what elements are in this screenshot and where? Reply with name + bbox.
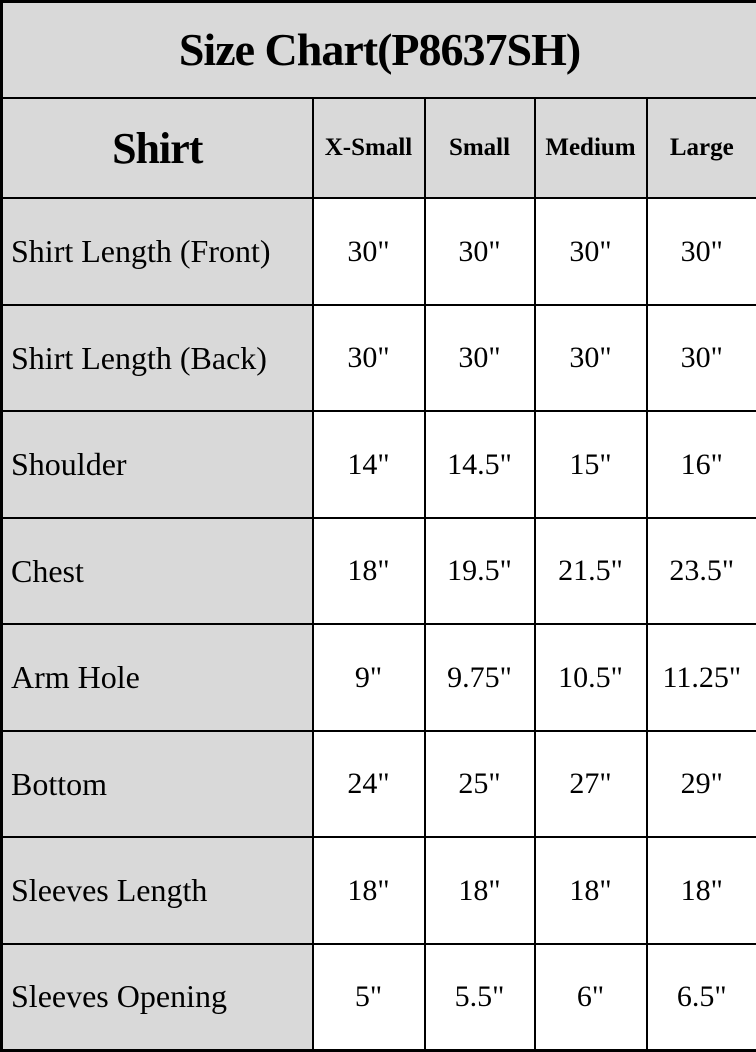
value-cell: 30" [647, 305, 756, 412]
value-cell: 18" [313, 518, 425, 625]
size-column-header-medium: Medium [535, 98, 647, 198]
value-cell: 18" [647, 837, 756, 944]
value-cell: 5.5" [425, 944, 535, 1051]
size-chart-title: Size Chart(P8637SH) [2, 2, 756, 98]
value-cell: 19.5" [425, 518, 535, 625]
value-cell: 27" [535, 731, 647, 838]
value-cell: 23.5" [647, 518, 756, 625]
value-cell: 30" [425, 305, 535, 412]
value-cell: 24" [313, 731, 425, 838]
value-cell: 15" [535, 411, 647, 518]
table-row-sleeves-length [2, 837, 756, 944]
table-row-shirt-length-front [2, 198, 756, 305]
size-column-header-small: Small [425, 98, 535, 198]
table-row-sleeves-opening [2, 944, 756, 1051]
row-label-cell: Arm Hole [2, 624, 313, 731]
row-label-cell: Sleeves Opening [2, 944, 313, 1051]
value-cell: 11.25" [647, 624, 756, 731]
size-column-header-large: Large [647, 98, 756, 198]
value-cell: 30" [535, 305, 647, 412]
row-label-cell: Bottom [2, 731, 313, 838]
value-cell: 30" [313, 198, 425, 305]
value-cell: 9.75" [425, 624, 535, 731]
value-cell: 18" [425, 837, 535, 944]
title-row [2, 2, 756, 98]
row-label-cell: Sleeves Length [2, 837, 313, 944]
row-label-cell: Shirt Length (Front) [2, 198, 313, 305]
row-label-cell: Shoulder [2, 411, 313, 518]
value-cell: 21.5" [535, 518, 647, 625]
table-row-shoulder [2, 411, 756, 518]
value-cell: 30" [647, 198, 756, 305]
size-column-header-xsmall: X-Small [313, 98, 425, 198]
value-cell: 14.5" [425, 411, 535, 518]
row-label-cell: Chest [2, 518, 313, 625]
row-label-cell: Shirt Length (Back) [2, 305, 313, 412]
value-cell: 5" [313, 944, 425, 1051]
value-cell: 14" [313, 411, 425, 518]
value-cell: 18" [313, 837, 425, 944]
value-cell: 30" [313, 305, 425, 412]
product-name-cell: Shirt [2, 98, 313, 198]
table-row-arm-hole [2, 624, 756, 731]
header-row [2, 98, 756, 198]
value-cell: 25" [425, 731, 535, 838]
table-row-chest [2, 518, 756, 625]
value-cell: 30" [425, 198, 535, 305]
value-cell: 6" [535, 944, 647, 1051]
table-row-shirt-length-back [2, 305, 756, 412]
value-cell: 29" [647, 731, 756, 838]
value-cell: 9" [313, 624, 425, 731]
value-cell: 6.5" [647, 944, 756, 1051]
value-cell: 18" [535, 837, 647, 944]
value-cell: 10.5" [535, 624, 647, 731]
value-cell: 16" [647, 411, 756, 518]
value-cell: 30" [535, 198, 647, 305]
table-row-bottom [2, 731, 756, 838]
